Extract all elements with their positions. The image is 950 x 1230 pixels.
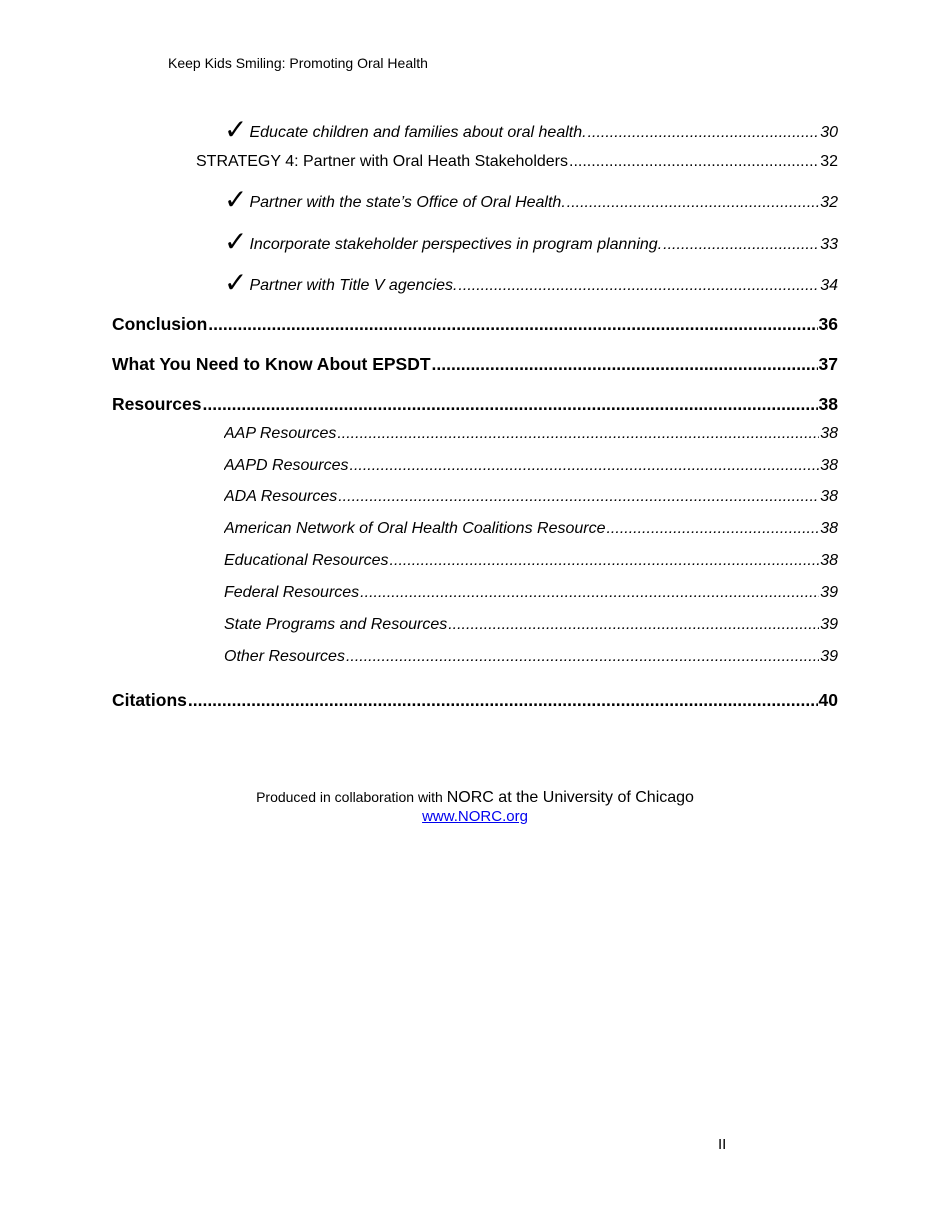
footer-link-row [0,808,950,825]
dot-leader [663,236,819,254]
dot-leader [458,277,819,295]
toc-entry[interactable] [224,190,838,212]
toc-entry[interactable] [112,394,838,415]
toc-entry-page: 38 [818,394,838,414]
toc-entry[interactable] [224,488,838,506]
toc-entry[interactable] [112,314,838,335]
toc-entry-page: 38 [820,488,838,505]
toc-entry[interactable] [224,425,838,443]
dot-leader [188,690,818,711]
toc-entry[interactable] [224,552,838,570]
page-number: II [718,1136,727,1153]
dot-leader [346,648,819,666]
toc-entry[interactable] [224,273,838,295]
toc-entry-page: 36 [818,314,838,334]
toc-entry-page: 39 [820,616,838,633]
toc-entry-label: Incorporate stakeholder perspectives in program planning. [249,236,663,253]
toc-entry-page: 33 [820,236,838,253]
dot-leader [203,394,818,415]
toc-entry-page: 32 [820,153,838,170]
toc-entry-label: Conclusion [112,314,208,334]
toc-entry-label: AAP Resources [224,425,337,442]
dot-leader [569,153,819,171]
toc-entry[interactable] [224,520,838,538]
dot-leader [390,552,820,570]
toc-entry-label: ADA Resources [224,488,338,505]
toc-entry-page: 39 [820,584,838,601]
toc-entry-page: 38 [820,457,838,474]
toc-entry[interactable] [112,690,838,711]
dot-leader [432,354,818,375]
dot-leader [606,520,819,538]
toc-entry-label: Citations [112,690,187,710]
toc-entry-label: Federal Resources [224,584,360,601]
toc-entry-label: Partner with the state’s Office of Oral Health. [249,194,566,211]
toc-entry-page: 38 [820,520,838,537]
dot-leader [360,584,819,602]
dot-leader [588,124,820,142]
toc-entry-label: Other Resources [224,648,345,665]
toc-entry-label: American Network of Oral Health Coalitions Resource [224,520,606,537]
toc-entry[interactable] [224,616,838,634]
toc-entry-label: Educational Resources [224,552,389,569]
running-header: Keep Kids Smiling: Promoting Oral Health [168,55,428,71]
dot-leader [350,457,820,475]
dot-leader [338,488,819,506]
norc-link[interactable]: www.NORC.org [422,808,528,825]
toc-entry[interactable] [224,457,838,475]
toc-entry-page: 32 [820,194,838,211]
dot-leader [337,425,819,443]
toc-entry-label: AAPD Resources [224,457,349,474]
checkmark-icon: ✓ [224,232,248,254]
toc-entry[interactable] [224,584,838,602]
toc-entry-page: 34 [820,277,838,294]
checkmark-icon: ✓ [224,273,248,295]
checkmark-icon: ✓ [224,120,248,142]
toc-entry[interactable] [224,120,838,142]
toc-entry-page: 38 [820,552,838,569]
dot-leader [567,194,819,212]
toc-entry-label: State Programs and Resources [224,616,448,633]
toc-entry-page: 38 [820,425,838,442]
credit-org: NORC at the University of Chicago [446,789,694,806]
toc-entry-page: 30 [820,124,838,141]
toc-entry-label: Resources [112,394,202,414]
toc-entry[interactable] [196,153,838,171]
dot-leader [448,616,819,634]
toc-entry[interactable] [224,648,838,666]
footer-credit [0,789,950,807]
checkmark-icon: ✓ [224,190,248,212]
toc-entry[interactable] [112,354,838,375]
toc-entry-label: STRATEGY 4: Partner with Oral Heath Stakeholders [196,153,569,170]
dot-leader [208,314,817,335]
toc-entry[interactable] [224,232,838,254]
toc-entry-page: 39 [820,648,838,665]
toc-entry-label: What You Need to Know About EPSDT [112,354,431,374]
credit-prefix: Produced in collaboration with [256,789,443,805]
toc-entry-page: 37 [818,354,838,374]
toc-entry-label: Educate children and families about oral health. [249,124,587,141]
toc-entry-page: 40 [818,690,838,710]
toc-entry-label: Partner with Title V agencies. [249,277,458,294]
